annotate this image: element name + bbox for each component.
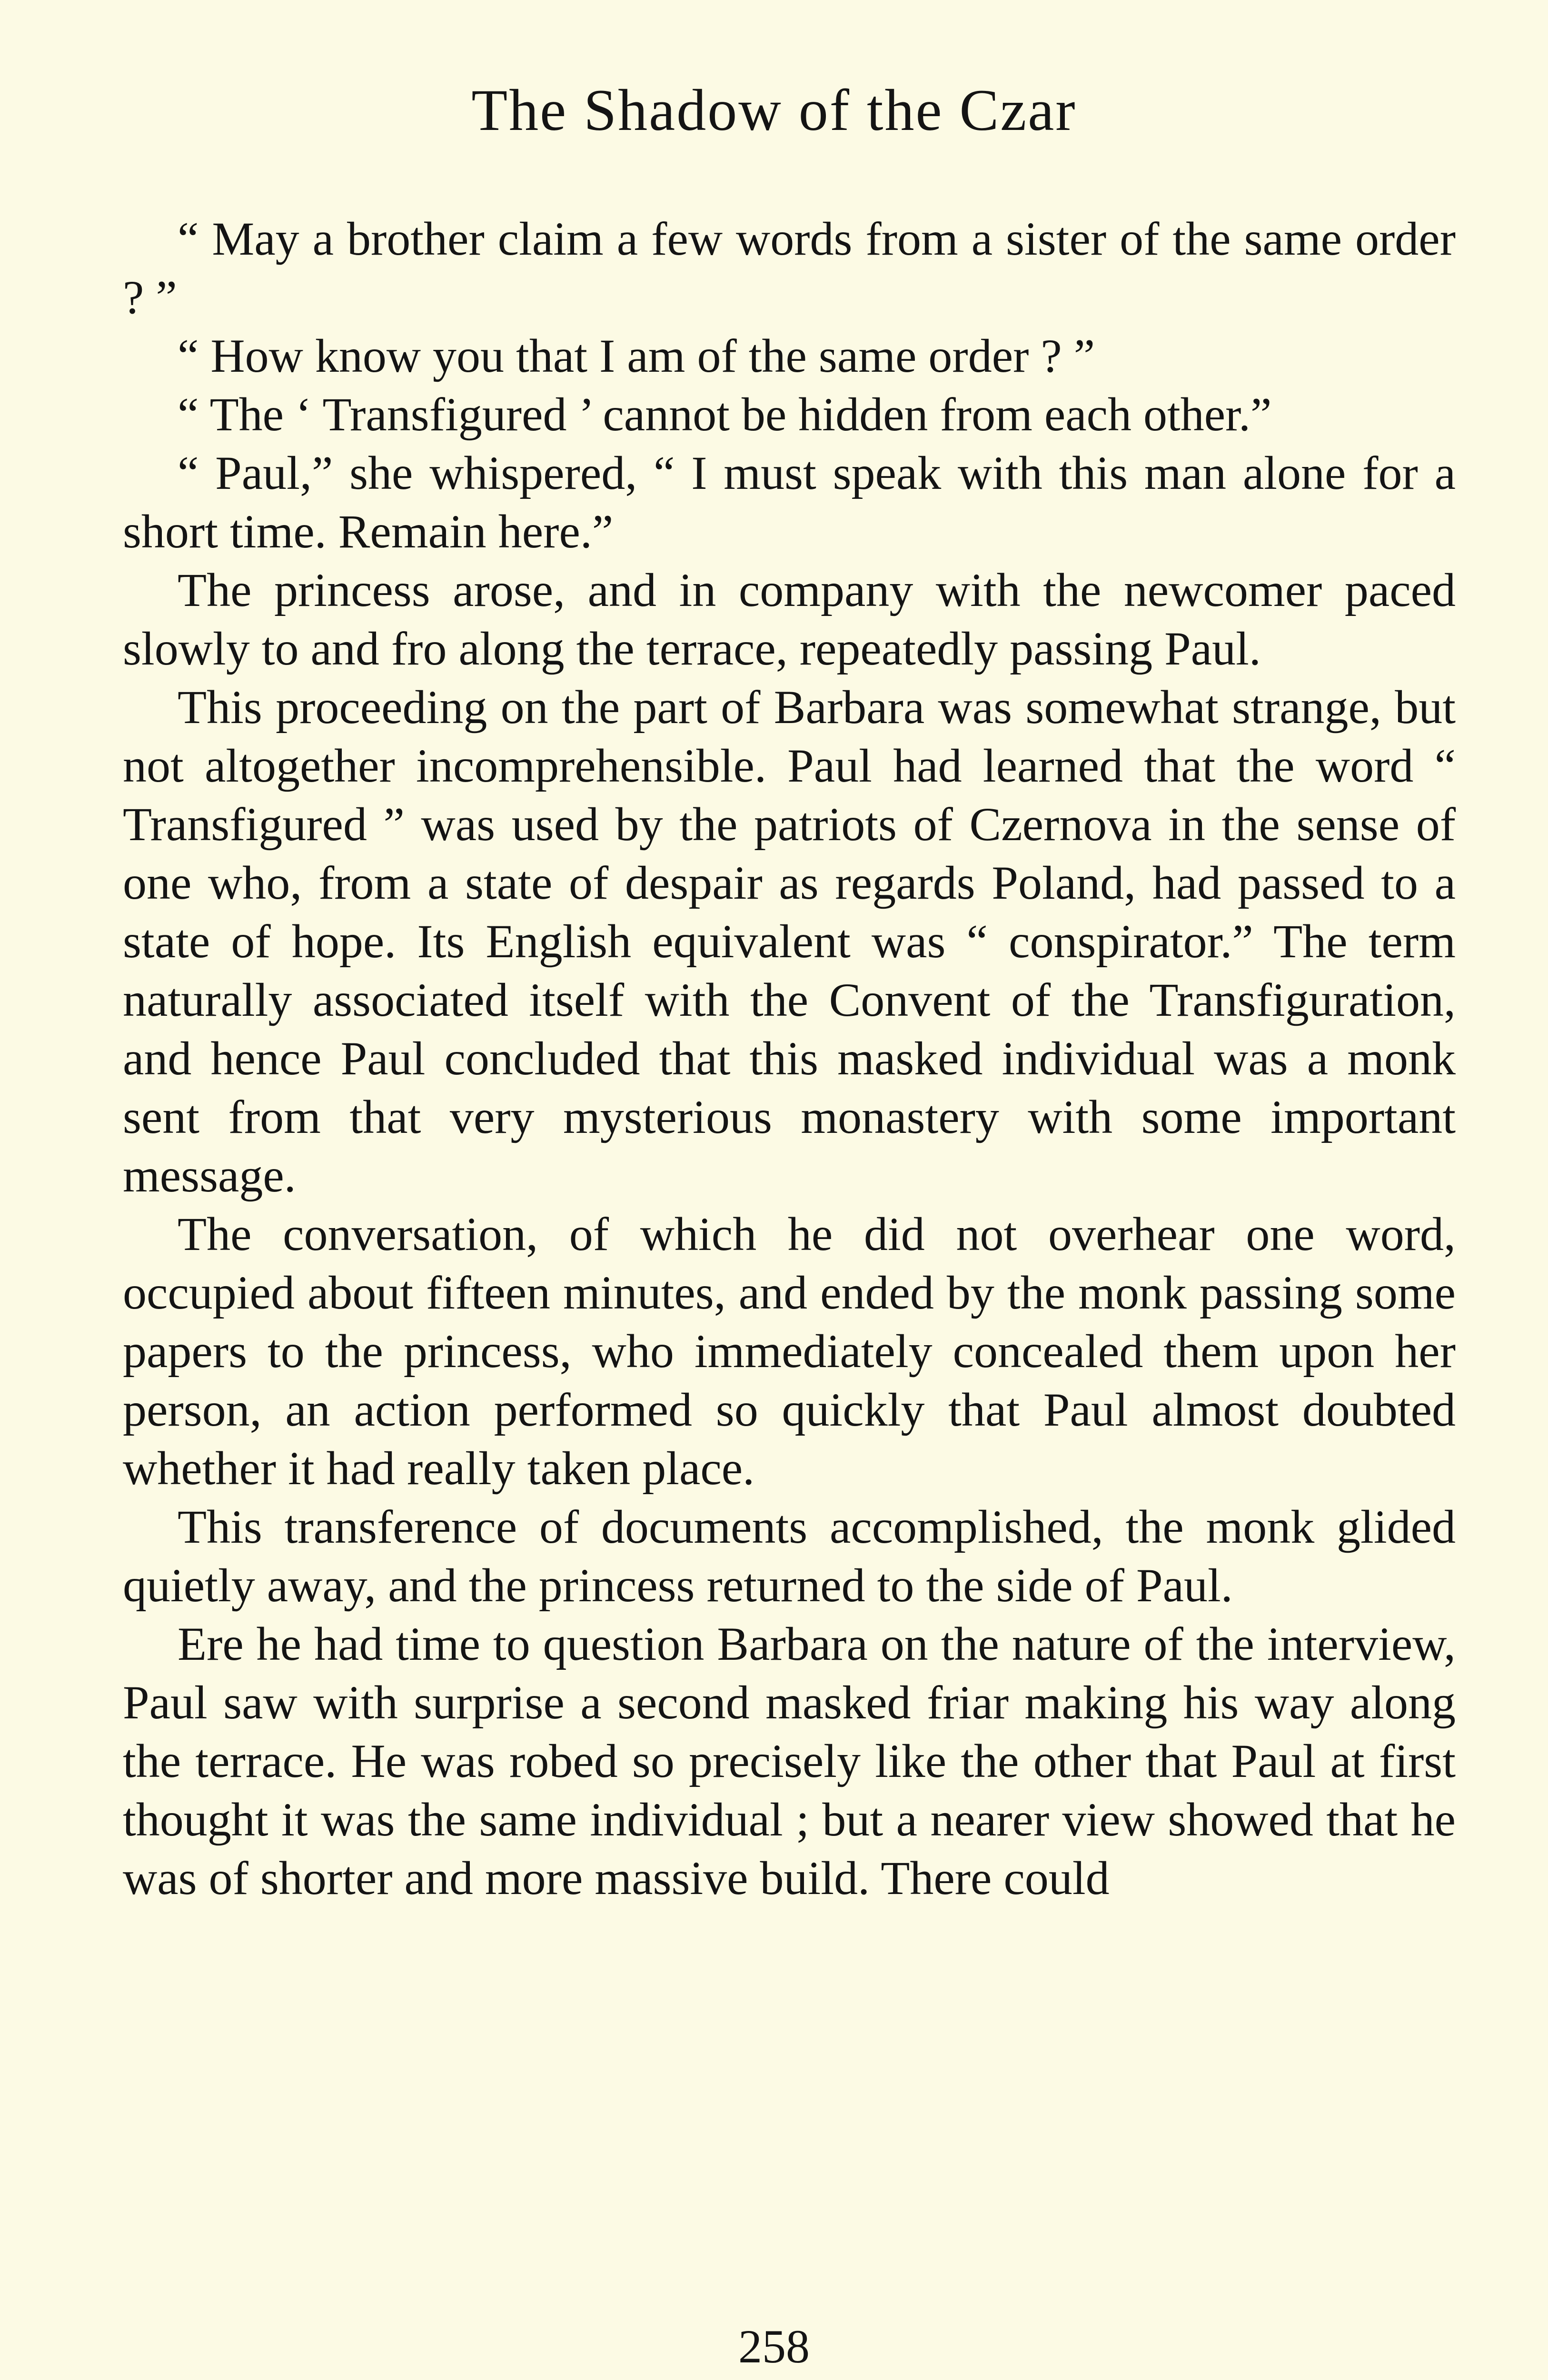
paragraph: This proceeding on the part of Barbara was somewhat strange, but not altogether incomprehensible. Paul had learned that the word “ Transfigured ” was used by the patriots of Czernova in the sense of one who, from a state of despair as regards Poland, had passed to a state of hope. Its English equivalent was “ conspirator.” The term naturally associated itself with the Convent of the Transfiguration, and hence Paul concluded that this masked individual was a monk sent from that very mysterious monastery with some important message. xyxy=(123,681,1456,1202)
paragraph: The conversation, of which he did not overhear one word, occupied about fifteen minutes, and ended by the monk passing some papers to the princess, who immediately concealed them upon her person, an action performed so quickly that Paul almost doubted whether it had really taken place. xyxy=(123,1208,1456,1495)
body-text xyxy=(123,209,1456,1907)
page-number: 258 xyxy=(738,2320,810,2373)
paragraph: “ How know you that I am of the same order ? ” xyxy=(178,329,1095,382)
paragraph: The princess arose, and in company with the newcomer paced slowly to and fro along the terrace, repeatedly passing Paul. xyxy=(123,564,1456,675)
paragraph: This transference of documents accomplished, the monk glided quietly away, and the princess returned to the side of Paul. xyxy=(123,1500,1456,1612)
paragraph: “ Paul,” she whispered, “ I must speak with this man alone for a short time. Remain here.” xyxy=(123,446,1456,558)
running-title: The Shadow of the Czar xyxy=(471,78,1077,143)
paragraph: “ The ‘ Transfigured ’ cannot be hidden from each other.” xyxy=(178,388,1272,441)
paragraph: Ere he had time to question Barbara on the nature of the interview, Paul saw with surprise a second masked friar making his way along the terrace. He was robed so precisely like the other that Paul at first thought it was the same individual ; but a nearer view showed that he was of shorter and more massive build. There could xyxy=(123,1617,1456,1904)
paragraph: “ May a brother claim a few words from a sister of the same order ? ” xyxy=(123,212,1456,324)
